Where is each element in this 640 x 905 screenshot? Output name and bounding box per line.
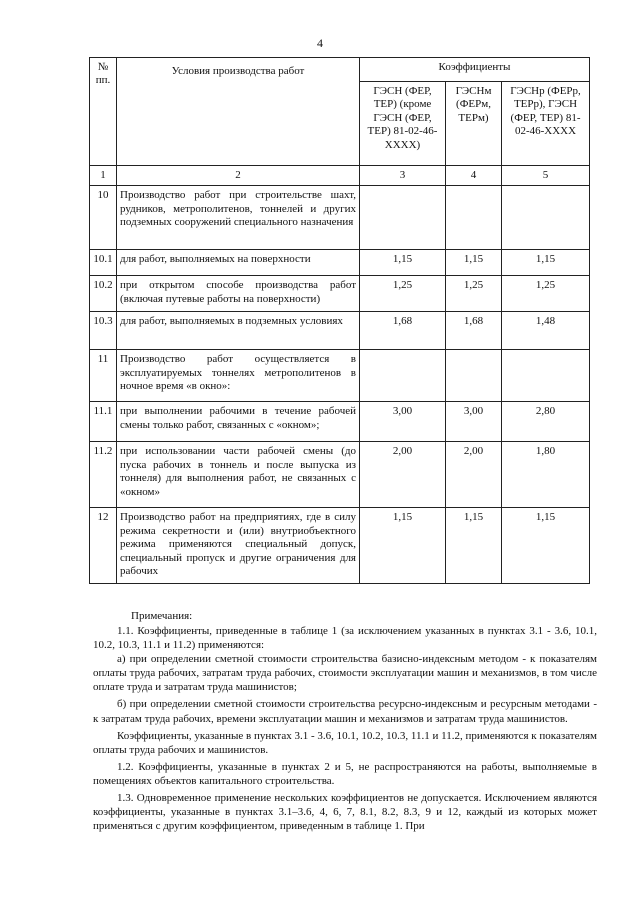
note-paragraph: б) при определении сметной стоимости строительства ресурсно-индексным и ресурсным методами - к затратам труда рабочих, времени эксплуатации машин и механизмов и затратам труда машинистов. [93,698,597,725]
notes-section [93,609,597,833]
row-coef-gesnr: 1,25 [502,276,590,312]
row-condition: для работ, выполняемых в подземных условиях [117,312,360,350]
row-coef-gesnm: 3,00 [446,402,502,442]
table-row [90,250,590,276]
column-number: 2 [117,166,360,186]
column-number: 4 [446,166,502,186]
header-coefficients: Коэффициенты [360,58,590,82]
row-number: 12 [90,508,117,584]
row-coef-gesn: 2,00 [360,442,446,508]
notes-heading: Примечания: [131,610,193,622]
row-number: 10 [90,186,117,250]
note-paragraph: а) при определении сметной стоимости строительства базисно-индексным методом - к показателям оплаты труда рабочих, затратам труда рабочих, стоимости эксплуатации машин и механизмов, в том числе оплате труда и затратам труда машинистов; [93,653,597,694]
column-number: 1 [90,166,117,186]
table-row [90,312,590,350]
row-number: 11.1 [90,402,117,442]
note-paragraph: 1.2. Коэффициенты, указанные в пунктах 2 и 5, не распространяются на работы, выполняемые в помещениях объектов капитального строительства. [93,760,597,787]
row-condition: при выполнении рабочими в течение рабочей смены только работ, связанных с «окном»; [117,402,360,442]
row-coef-gesn: 3,00 [360,402,446,442]
column-number: 5 [502,166,590,186]
row-coef-gesn: 1,68 [360,312,446,350]
table-row [90,402,590,442]
row-condition: Производство работ при строительстве шахт, рудников, метрополитенов, тоннелей и других подземных сооружений специального назначения [117,186,360,250]
table-row [90,350,590,402]
note-paragraph: 1.3. Одновременное применение нескольких коэффициентов не допускается. Исключением являются коэффициенты, указанные в пунктах 3.1–3.6, 4, 6, 7, 8.1, 8.2, 8.3, 9 и 12, каждый из которых может применяться с другим коэффициентом, приведенным в таблице 1. При [93,791,597,833]
column-number-row [90,166,590,186]
column-number: 3 [360,166,446,186]
page-number: 4 [317,36,323,50]
row-coef-gesnr: 1,15 [502,508,590,584]
row-coef-gesnr [502,350,590,402]
header-col-gesnm: ГЭСНм (ФЕРм, ТЕРм) [446,82,502,166]
row-coef-gesn: 1,25 [360,276,446,312]
row-number: 10.3 [90,312,117,350]
row-coef-gesn: 1,15 [360,250,446,276]
row-coef-gesnm: 1,68 [446,312,502,350]
row-condition: для работ, выполняемых на поверхности [117,250,360,276]
row-coef-gesnr: 1,48 [502,312,590,350]
row-coef-gesnm [446,186,502,250]
row-coef-gesnr: 2,80 [502,402,590,442]
note-paragraph: Коэффициенты, указанные в пунктах 3.1 - 3.6, 10.1, 10.2, 10.3, 11.1 и 11.2, применяются к показателям оплаты труда рабочих и машинистов. [93,729,597,756]
row-condition: при открытом способе производства работ (включая путевые работы на поверхности) [117,276,360,312]
row-coef-gesnm [446,350,502,402]
row-condition: Производство работ на предприятиях, где в силу режима секретности и (или) внутриобъектного режима применяются специальный допуск, специальный пропуск и другие ограничения для рабочих [117,508,360,584]
header-conditions: Условия производства работ [117,58,360,166]
header-col-gesn: ГЭСН (ФЕР, ТЕР) (кроме ГЭСН (ФЕР, ТЕР) 81-02-46-XXXX) [360,82,446,166]
row-coef-gesnr [502,186,590,250]
row-coef-gesnm: 1,25 [446,276,502,312]
coefficients-table [89,57,590,584]
row-coef-gesnr: 1,80 [502,442,590,508]
row-condition: при использовании части рабочей смены (до пуска рабочих в тоннель и после выпуска из тоннеля) для выполнения работ, не связанных с «окном» [117,442,360,508]
row-number: 11.2 [90,442,117,508]
note-paragraph: 1.1. Коэффициенты, приведенные в таблице 1 (за исключением указанных в пунктах 3.1 - 3.6, 10.1, 10.2, 10.3, 11.1 и 11.2) применяются: [93,625,597,652]
row-number: 10.2 [90,276,117,312]
row-condition: Производство работ осуществляется в эксплуатируемых тоннелях метрополитенов в ночное время «в окно»: [117,350,360,402]
header-number: № пп. [90,58,117,166]
row-coef-gesnr: 1,15 [502,250,590,276]
row-coef-gesn [360,186,446,250]
table-row [90,276,590,312]
row-coef-gesnm: 2,00 [446,442,502,508]
row-coef-gesn [360,350,446,402]
row-coef-gesnm: 1,15 [446,250,502,276]
table-row [90,508,590,584]
table-row [90,186,590,250]
header-col-gesnr: ГЭСНр (ФЕРр, ТЕРр), ГЭСН (ФЕР, ТЕР) 81-02-46-XXXX [502,82,590,166]
table-row [90,442,590,508]
row-number: 10.1 [90,250,117,276]
row-coef-gesn: 1,15 [360,508,446,584]
row-number: 11 [90,350,117,402]
row-coef-gesnm: 1,15 [446,508,502,584]
